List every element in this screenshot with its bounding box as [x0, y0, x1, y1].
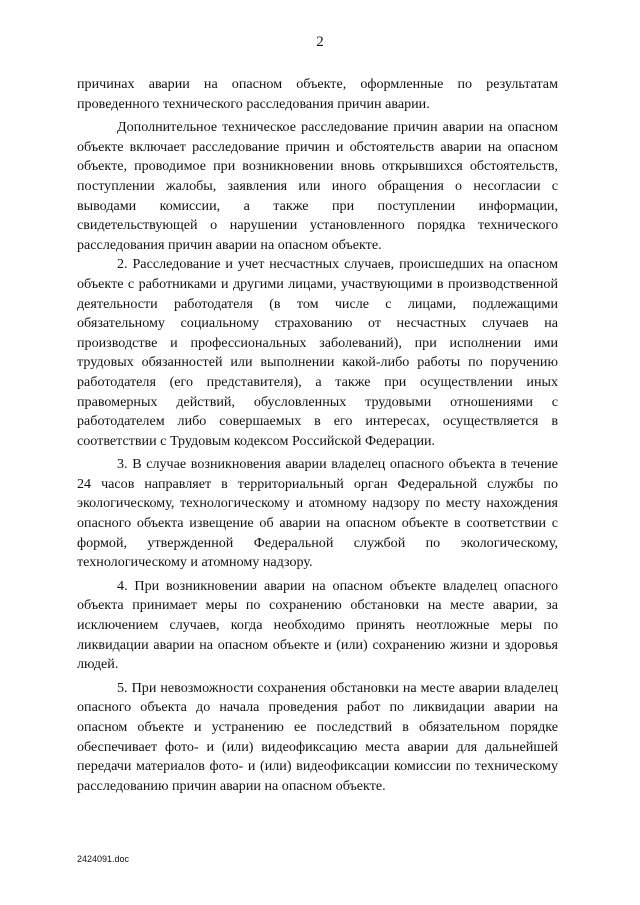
page-number: 2 — [316, 34, 324, 50]
paragraph-additional-investigation: Дополнительное техническое расследование причин аварии на опасном объекте включает расследование причин и обстоятельств аварии на опасном объекте, проводимое при возникновении вновь открывшихся обстоятельств, поступлении жалобы, заявления или иного обращения о несогласии с выводами комиссии, а также при поступлении информации, свидетельствующей о нарушении установленного порядка технического расследования причин аварии на опасном объекте. — [77, 119, 558, 253]
paragraph-continuation: причинах аварии на опасном объекте, оформленные по результатам проведенного технического расследования причин аварии. — [77, 76, 558, 112]
file-name-footer: 2424091.doc — [77, 854, 130, 864]
paragraph-item-3: 3. В случае возникновения аварии владелец опасного объекта в течение 24 часов направляет в территориальный орган Федеральной службы по экологическому, технологическому и атомному надзору по месту нахождения опасного объекта извещение об аварии на опасном объекте в соответствии с формой, утвержденной Федеральной службой по экологическому, технологическому и атомному надзору. — [77, 456, 558, 571]
paragraph-item-4: 4. При возникновении аварии на опасном объекте владелец опасного объекта принимает меры по сохранению обстановки на месте аварии, за исключением случаев, когда необходимо принять неотложные меры по ликвидации аварии на опасном объекте и (или) сохранению жизни и здоровья людей. — [77, 577, 558, 673]
paragraph-item-5: 5. При невозможности сохранения обстановки на месте аварии владелец опасного объекта до начала проведения работ по ликвидации аварии на опасном объекте и устранению ее последствий в обязательном порядке обеспечивает фото- и (или) видеофиксацию места аварии для дальнейшей передачи материалов фото- и (или) видеофиксации комиссии по техническому расследованию причин аварии на опасном объекте. — [77, 679, 558, 794]
paragraph-item-2: 2. Расследование и учет несчастных случаев, происшедших на опасном объекте с работниками и другими лицами, участвующими в производственной деятельности работодателя (в том числе с лицами, подлежащими обязательному социальному страхованию от несчастных случаев на производстве и профессиональных заболеваний), при исполнении ими трудовых обязанностей или выполнении какой-либо работы по поручению работодателя (его представителя), а также при осуществлении иных правомерных действий, обусловленных трудовыми отношениями с работодателем либо совершаемых в его интересах, осуществляется в соответствии с Трудовым кодексом Российской Федерации. — [77, 256, 558, 449]
document-body — [77, 75, 558, 796]
